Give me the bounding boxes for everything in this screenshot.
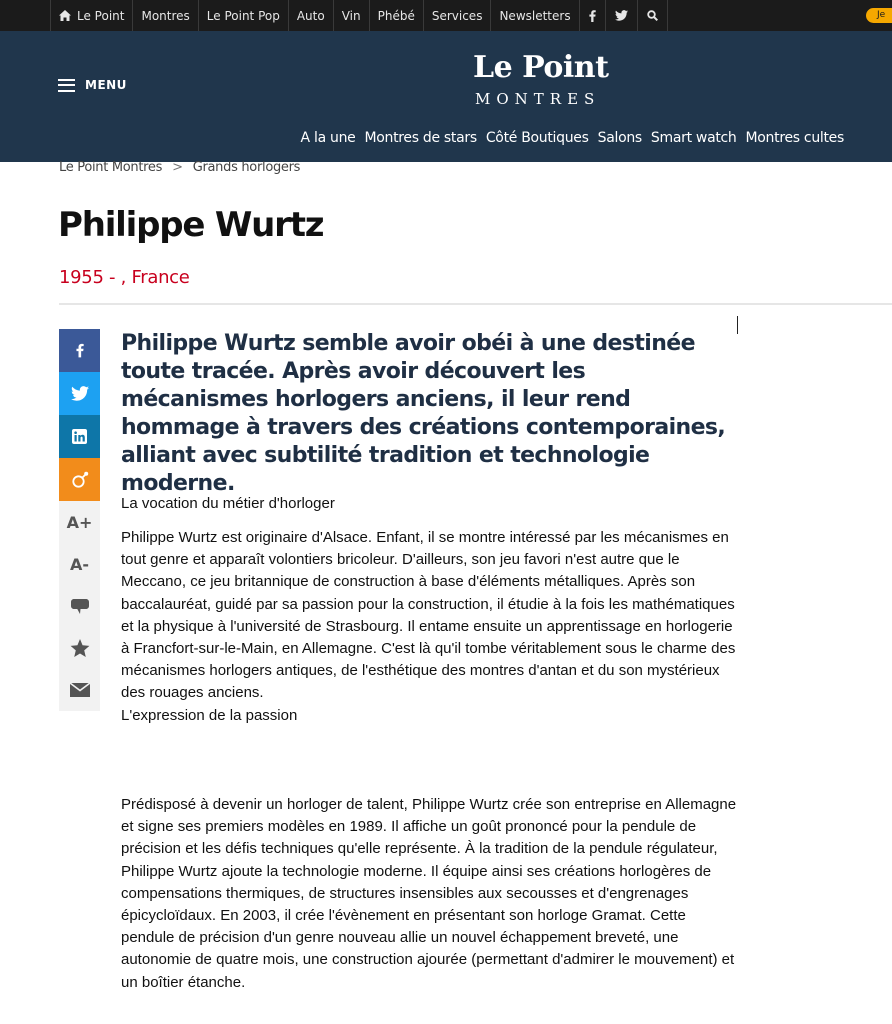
breadcrumb <box>59 160 300 175</box>
topbar-item-phebe[interactable]: Phébé <box>370 0 424 31</box>
site-header <box>0 31 892 162</box>
paragraph-2-text: Prédisposé à devenir un horloger de talent, Philippe Wurtz crée son entreprise en Allemagne et signe ses premiers modèles en 1989. Il affiche un goût prononcé pour la pendule de précision et les défis techniques qu'elle représente. À la tradition de la pendule régulateur, Philippe Wurtz ajoute la technologie moderne. Il équipe ainsi ses créations horlogères de compensations thermiques, de structures insensibles aux secousses et d'engrenages épicycloïdaux. En 2003, il crée l'évènement en présentant son horloge Gramat. Cette pendule de précision d'un genre nouveau allie un nouvel échappement breveté, une autonomie de quatre mois, une construction ajourée (permettant d'admirer le mouvement) et un boîtier étanche. <box>121 796 737 991</box>
facebook-icon[interactable] <box>580 0 606 31</box>
topbar-item-auto[interactable]: Auto <box>289 0 334 31</box>
twitter-share-button[interactable] <box>59 372 100 415</box>
font-increase-label: A+ <box>66 512 93 532</box>
logo-main-text: Le Point <box>473 50 609 85</box>
article-lead: Philippe Wurtz semble avoir obéi à une destinée toute tracée. Après avoir découvert les mécanismes horlogers anciens, il leur rend hommage à travers des créations contemporaines, alliant avec subtilité tradition et technologie moderne. <box>121 331 726 496</box>
breadcrumb-item-category[interactable]: Grands horlogers <box>192 160 301 175</box>
favorite-button[interactable] <box>59 627 100 669</box>
site-logo[interactable] <box>473 51 623 108</box>
comment-icon <box>71 599 89 614</box>
page-title: Philippe Wurtz <box>58 205 324 245</box>
star-icon <box>70 639 90 658</box>
topbar-item-newsletters[interactable]: Newsletters <box>491 0 579 31</box>
topbar-item-le-point[interactable] <box>50 0 133 31</box>
breadcrumb-separator: > <box>172 160 183 175</box>
top-bar-items <box>50 0 668 31</box>
logo-sub-text: MONTRES <box>475 90 601 108</box>
facebook-share-button[interactable] <box>59 329 100 372</box>
twitter-icon[interactable] <box>606 0 638 31</box>
font-decrease-label: A- <box>69 554 90 574</box>
twitter-icon <box>71 386 89 401</box>
breadcrumb-item-home[interactable]: Le Point Montres <box>59 160 163 175</box>
article-paragraph-1 <box>121 527 741 727</box>
nav-item-smart-watch[interactable]: Smart watch <box>650 130 737 146</box>
font-increase-button[interactable] <box>59 501 100 543</box>
nav-item-salons[interactable]: Salons <box>597 130 642 146</box>
topbar-item-services[interactable]: Services <box>424 0 492 31</box>
font-decrease-button[interactable] <box>59 543 100 585</box>
topbar-item-vin[interactable]: Vin <box>334 0 370 31</box>
email-share-button[interactable] <box>59 669 100 711</box>
search-icon[interactable] <box>638 0 668 31</box>
paragraph-1-text: Philippe Wurtz est originaire d'Alsace. Enfant, il se montre intéressé par les mécanismes en tout genre et apparaît volontiers bricoleur. D'ailleurs, son jeu favori n'est autre que le Meccano, ce jeu britannique de construction à base d'éléments métalliques. Après son baccalauréat, guidé par sa passion pour la construction, il étudie à la fois les mathématiques et la physique à l'université de Strasbourg. Il entame ensuite un apprentissage en horlogerie à Francfort-sur-le-Main, en Allemagne. C'est là qu'il tombe véritablement sous le charme des mécanismes horlogers antiques, de l'esthétique des montres d'antan et du son mystérieux des rouages anciens. <box>121 529 736 702</box>
facebook-icon <box>76 343 84 358</box>
nav-item-montres-de-stars[interactable]: Montres de stars <box>364 130 477 146</box>
page-subtitle: 1955 - , France <box>59 267 190 288</box>
section-heading-expression: L'expression de la passion <box>121 706 298 724</box>
section-heading-vocation: La vocation du métier d'horloger <box>121 495 335 512</box>
nav-item-a-la-une[interactable]: A la une <box>300 130 356 146</box>
title-divider <box>59 303 892 305</box>
nav-item-cote-boutiques[interactable]: Côté Boutiques <box>485 130 589 146</box>
home-icon <box>59 10 71 21</box>
topbar-item-label: Le Point <box>77 8 125 23</box>
topbar-item-montres[interactable]: Montres <box>133 0 198 31</box>
mail-icon <box>70 683 90 697</box>
comment-button[interactable] <box>59 585 100 627</box>
share-sidebar <box>59 329 100 711</box>
hamburger-icon <box>58 79 75 92</box>
linkedin-icon <box>72 429 87 444</box>
text-cursor <box>737 316 738 334</box>
article-paragraph-2 <box>121 794 741 994</box>
topbar-item-le-point-pop[interactable]: Le Point Pop <box>199 0 289 31</box>
menu-button[interactable] <box>58 78 127 92</box>
top-bar <box>0 0 892 31</box>
linkedin-share-button[interactable] <box>59 415 100 458</box>
odnoklassniki-share-button[interactable] <box>59 458 100 501</box>
odnoklassniki-icon <box>71 471 89 489</box>
section-nav <box>301 130 844 146</box>
menu-label: MENU <box>85 78 127 92</box>
nav-item-montres-cultes[interactable]: Montres cultes <box>745 130 844 146</box>
subscribe-pill-button[interactable]: Je <box>866 8 892 23</box>
